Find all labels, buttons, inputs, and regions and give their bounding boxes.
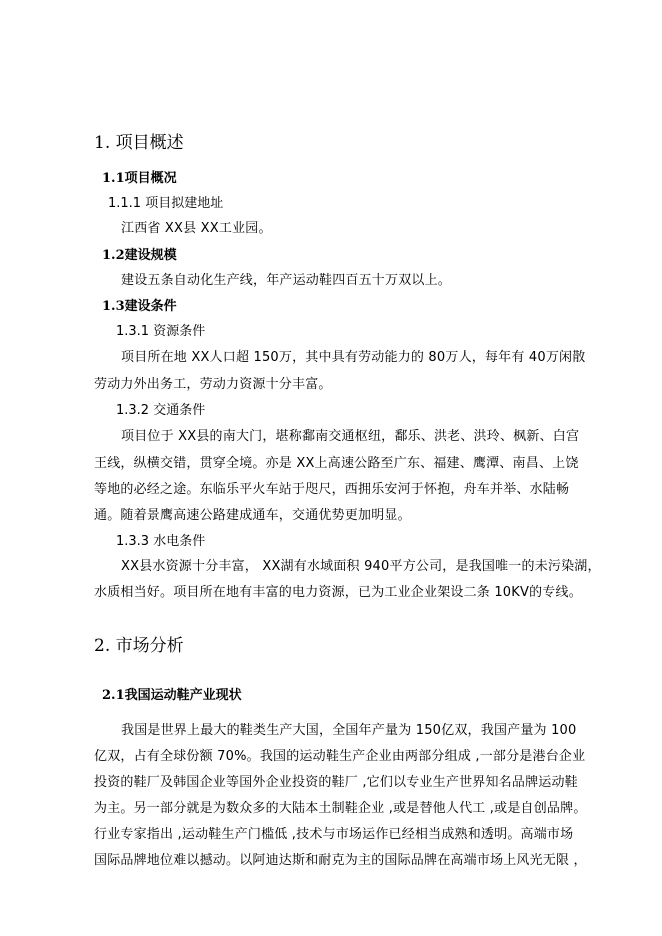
paragraph-line: 劳动力外出务工，劳动力资源十分丰富。 xyxy=(94,377,332,392)
item-title: 1.3.2 交通条件 xyxy=(116,403,206,418)
subsection-title: 2.1我国运动鞋产业现状 xyxy=(102,688,242,703)
paragraph-line: XX县水资源十分丰富， XX湖有水域面积 940平方公司，是我国唯一的未污染湖， xyxy=(121,559,601,574)
paragraph-line: 我国是世界上最大的鞋类生产大国，全国年产量为 150亿双，我国产量为 100 xyxy=(121,723,577,738)
paragraph-line: 国际品牌地位难以撼动。以阿迪达斯和耐克为主的国际品牌在高端市场上风光无限 ， xyxy=(94,853,587,868)
section-title: 2. 市场分析 xyxy=(94,636,184,656)
paragraph-line: 项目位于 XX县的南大门，堪称鄱南交通枢纽，鄱乐、洪老、洪玲、枫新、白宫 xyxy=(121,429,580,444)
paragraph-line: 水质相当好。项目所在地有丰富的电力资源，已为工业企业架设二条 10KV的专线。 xyxy=(94,585,582,600)
item-title: 1.3.3 水电条件 xyxy=(116,534,206,549)
paragraph-line: 投资的鞋厂及韩国企业等国外企业投资的鞋厂 ,它们以专业生产世界知名品牌运动鞋 xyxy=(94,775,578,790)
item-title: 1.1.1 项目拟建地址 xyxy=(108,196,224,211)
paragraph-line: 等地的必经之途。东临乐平火车站于咫尺，西拥乐安河于怀抱，舟车并举、水陆畅 xyxy=(94,482,570,497)
paragraph-line: 为主。另一部分就是为数众多的大陆本土制鞋企业 ,或是替他人代工 ,或是自创品牌。 xyxy=(94,801,587,816)
paragraph-line: 通。随着景鹰高速公路建成通车，交通优势更加明显。 xyxy=(94,508,411,523)
paragraph-line: 王线，纵横交错，贯穿全境。亦是 XX上高速公路至广东、福建、鹰潭、南昌、上饶 xyxy=(94,456,579,471)
subsection-title: 1.3建设条件 xyxy=(102,299,177,314)
paragraph-line: 行业专家指出 ,运动鞋生产门槛低 ,技术与市场运作已经相当成熟和透明。高端市场 xyxy=(94,827,574,842)
section-title: 1. 项目概述 xyxy=(94,133,184,153)
paragraph-line: 建设五条自动化生产线，年产运动鞋四百五十万双以上。 xyxy=(121,273,452,288)
paragraph-line: 项目所在地 XX人口超 150万，其中具有劳动能力的 80万人，每年有 40万闲散 xyxy=(121,350,586,365)
subsection-title: 1.1项目概况 xyxy=(102,171,177,186)
subsection-title: 1.2建设规模 xyxy=(102,248,177,263)
paragraph-line: 亿双，占有全球份额 70%。我国的运动鞋生产企业由两部分组成 ,一部分是港台企业 xyxy=(94,749,586,764)
paragraph-line: 江西省 XX县 XX工业园。 xyxy=(121,221,272,236)
item-title: 1.3.1 资源条件 xyxy=(116,324,206,339)
